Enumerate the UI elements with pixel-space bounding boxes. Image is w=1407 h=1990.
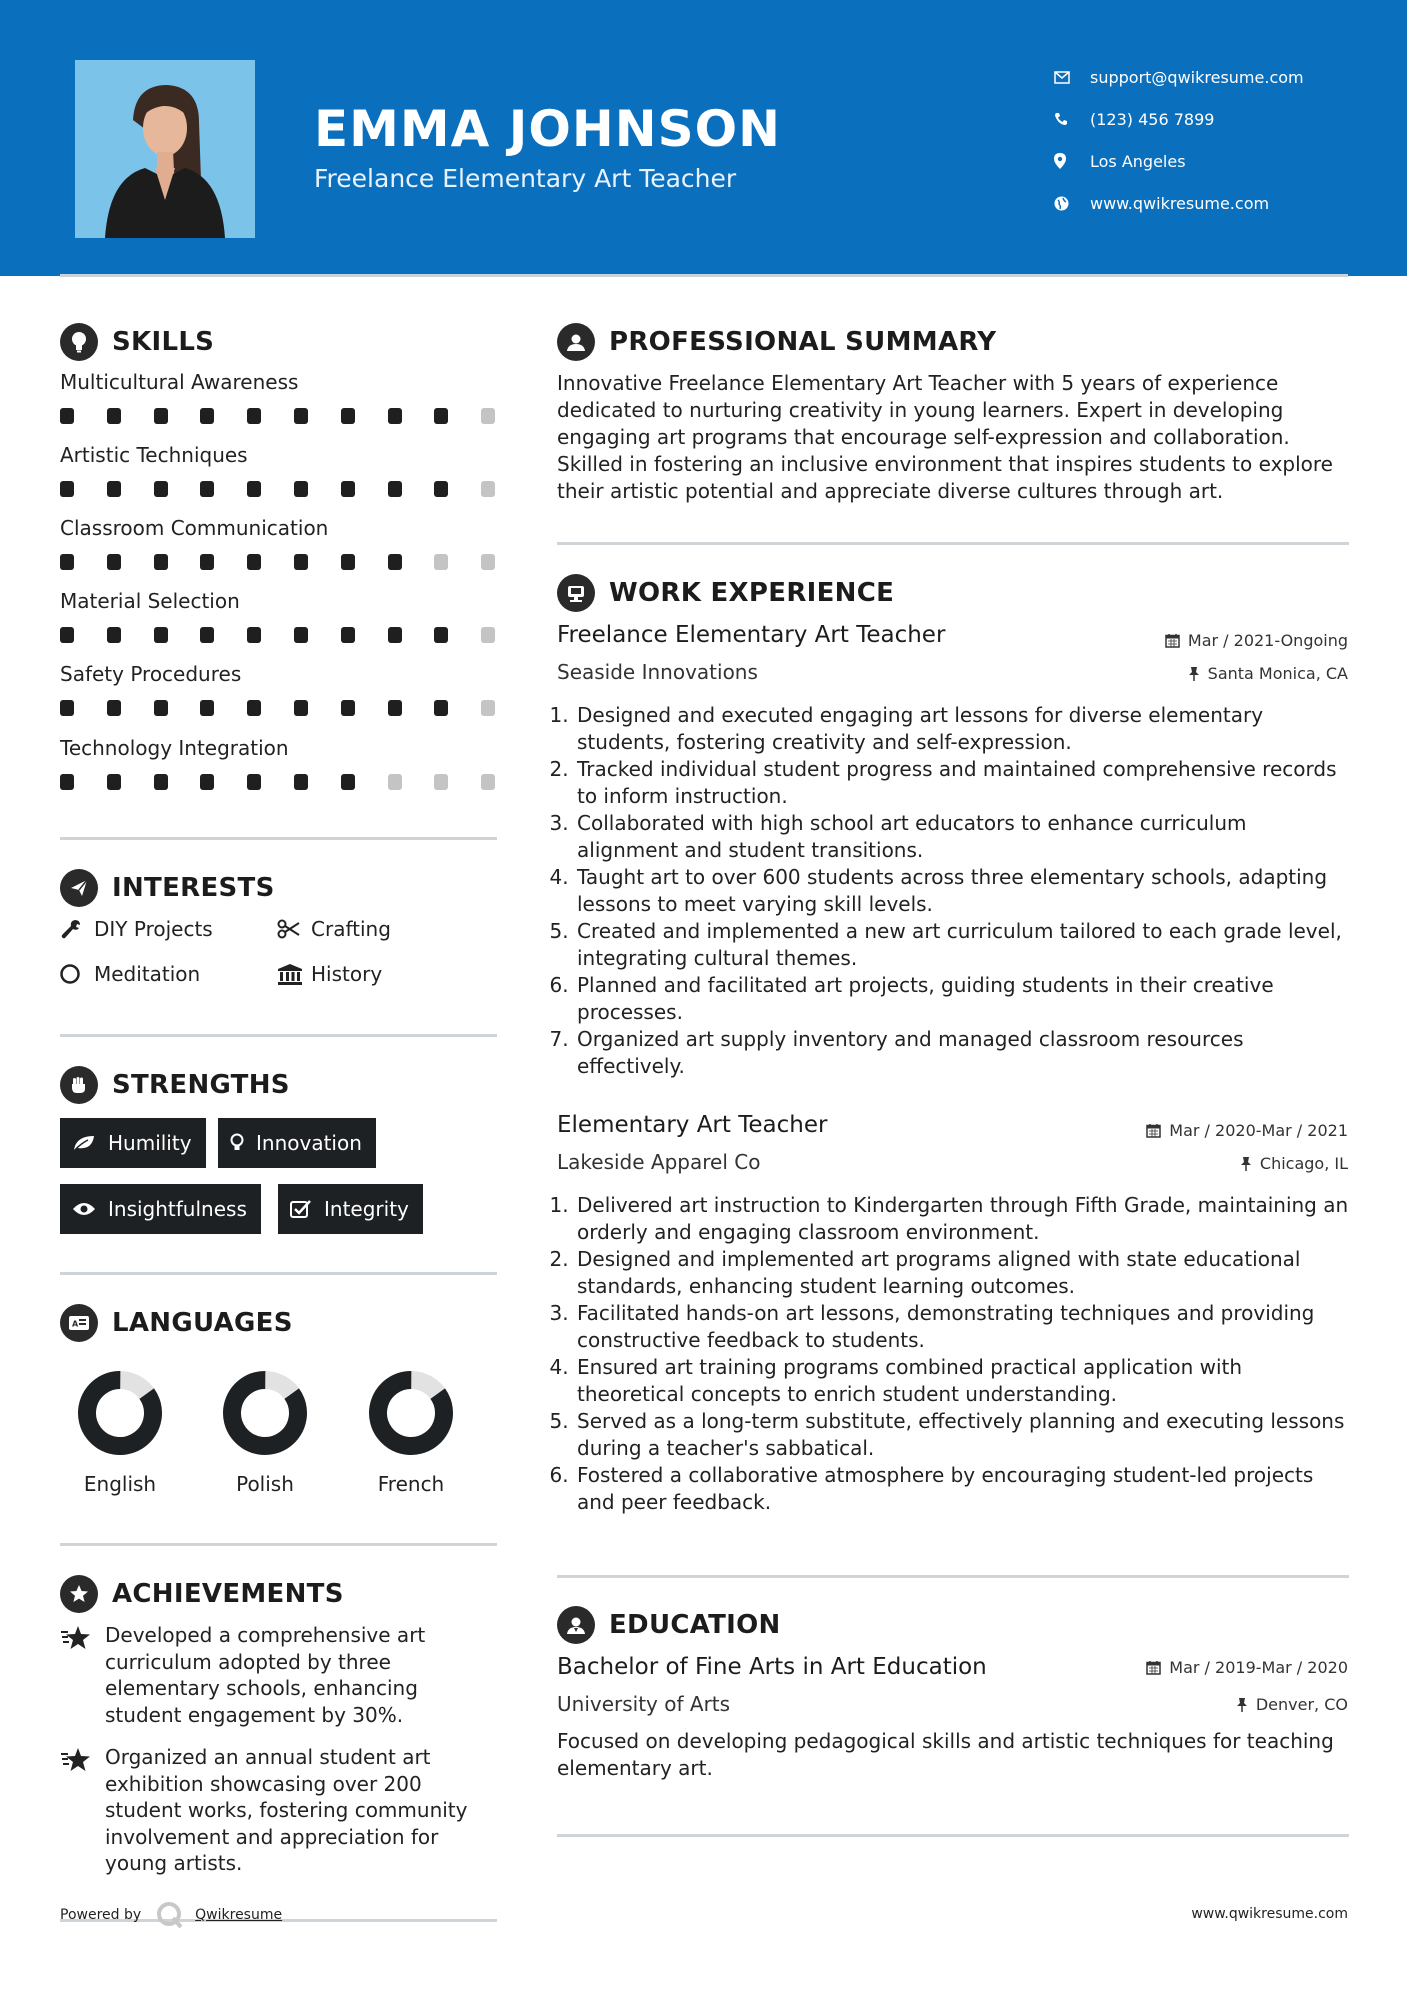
rating-dot-filled <box>60 408 74 424</box>
rating-dot-filled <box>154 700 168 716</box>
calendar-icon <box>1146 1123 1161 1138</box>
rating-dot-filled <box>341 774 355 790</box>
lightbulb-icon <box>60 323 98 361</box>
language-label: English <box>83 1472 157 1496</box>
skill-rating <box>60 477 500 505</box>
rating-dot-empty <box>481 408 495 424</box>
rating-dot-filled <box>60 481 74 497</box>
section-divider <box>60 837 497 840</box>
rating-dot-filled <box>294 700 308 716</box>
rating-dot-filled <box>294 554 308 570</box>
briefcase-icon <box>557 574 595 612</box>
pushpin-icon <box>1188 666 1200 681</box>
strength-chip: Integrity <box>278 1184 423 1234</box>
phone-icon <box>1054 112 1090 126</box>
rating-dot-filled <box>107 481 121 497</box>
education-school: University of Arts <box>557 1692 731 1716</box>
rating-dot-filled <box>107 554 121 570</box>
rating-dot-filled <box>434 408 448 424</box>
skill-rating <box>60 623 500 651</box>
rating-dot-filled <box>247 554 261 570</box>
skill-item <box>60 443 500 505</box>
contact-email-text: support@qwikresume.com <box>1090 67 1304 87</box>
language-ring <box>366 1368 456 1458</box>
graduate-icon <box>557 1606 595 1644</box>
job-location: Chicago, IL <box>1240 1154 1348 1173</box>
summary-text: Innovative Freelance Elementary Art Teacher with 5 years of experience dedicated to nurturing creativity in young learners. Expert in developing engaging art programs that encourage self-expression and collaboration. Skilled in fostering an inclusive environment that inspires students to explore their artistic potential and appreciate diverse cultures through art. <box>557 371 1333 503</box>
achievement-item: Organized an annual student art exhibition showcasing over 200 student works, fostering community involvement and appreciation for young artists. <box>60 1744 500 1877</box>
rating-dot-filled <box>247 774 261 790</box>
rating-dot-empty <box>481 774 495 790</box>
summary-heading: PROFESSIONAL SUMMARY <box>557 323 996 361</box>
rating-dot-filled <box>294 408 308 424</box>
strength-chip: Innovation <box>218 1118 376 1168</box>
paper-plane-icon <box>60 869 98 907</box>
education-description: Focused on developing pedagogical skills and artistic techniques for teaching elementary art. <box>557 1729 1334 1780</box>
section-divider <box>557 542 1349 545</box>
list-item: 1. Designed and executed engaging art lessons for diverse elementary students, fostering creativity and self-expression. <box>575 702 1352 756</box>
rating-dot-filled <box>60 627 74 643</box>
contact-phone[interactable] <box>1054 98 1304 140</box>
rating-dot-filled <box>434 627 448 643</box>
skill-item <box>60 370 500 432</box>
checkbox-icon <box>290 1199 312 1219</box>
rating-dot-empty <box>434 774 448 790</box>
rating-dot-filled <box>107 774 121 790</box>
id-card-icon <box>60 1304 98 1342</box>
candidate-name: EMMA JOHNSON <box>314 100 781 158</box>
job-bullets <box>557 702 1352 1080</box>
leaf-icon <box>72 1134 96 1152</box>
bank-icon <box>277 963 311 985</box>
skill-name: Safety Procedures <box>60 662 242 686</box>
rating-dot-empty <box>481 554 495 570</box>
contact-website-text: www.qwikresume.com <box>1090 193 1270 213</box>
rating-dot-filled <box>247 627 261 643</box>
circle-icon <box>60 963 94 985</box>
rating-dot-filled <box>107 627 121 643</box>
rating-dot-filled <box>200 481 214 497</box>
qwikresume-link[interactable]: Qwikresume <box>195 1907 283 1923</box>
wrench-icon <box>60 918 94 940</box>
rating-dot-filled <box>154 554 168 570</box>
interest-item: Crafting <box>277 917 391 941</box>
list-item: 4. Taught art to over 600 students across three elementary schools, adapting lessons to meet varying skill levels. <box>575 864 1352 918</box>
achievements-heading: ACHIEVEMENTS <box>60 1575 344 1613</box>
list-item: 3. Collaborated with high school art educators to enhance curriculum alignment and student transitions. <box>575 810 1352 864</box>
rating-dot-filled <box>294 774 308 790</box>
list-item: 2. Designed and implemented art programs aligned with state educational standards, enhancing student learning outcomes. <box>575 1246 1352 1300</box>
skills-heading: SKILLS <box>60 323 214 361</box>
language-item <box>356 1368 466 1496</box>
skill-name: Material Selection <box>60 589 240 613</box>
skill-name: Multicultural Awareness <box>60 370 299 394</box>
list-item: 7. Organized art supply inventory and managed classroom resources effectively. <box>575 1026 1352 1080</box>
language-ring <box>220 1368 310 1458</box>
experience-heading: WORK EXPERIENCE <box>557 574 894 612</box>
rating-dot-filled <box>434 481 448 497</box>
pushpin-icon <box>1240 1156 1252 1171</box>
scissors-icon <box>277 919 311 939</box>
job-title: Elementary Art Teacher <box>557 1112 828 1138</box>
footer-website[interactable]: www.qwikresume.com <box>1191 1906 1348 1922</box>
rating-dot-empty <box>481 627 495 643</box>
rating-dot-filled <box>154 627 168 643</box>
lightbulb-icon <box>230 1133 244 1153</box>
section-divider <box>557 1575 1349 1578</box>
skill-name: Artistic Techniques <box>60 443 248 467</box>
rating-dot-filled <box>154 408 168 424</box>
interests-heading: INTERESTS <box>60 869 275 907</box>
contact-phone-text: (123) 456 7899 <box>1090 109 1215 129</box>
skill-name: Classroom Communication <box>60 516 329 540</box>
svg-text:A: A <box>72 1319 79 1329</box>
skill-rating <box>60 770 500 798</box>
list-item: 2. Tracked individual student progress and maintained comprehensive records to inform instruction. <box>575 756 1352 810</box>
contact-location-text: Los Angeles <box>1090 151 1186 171</box>
rating-dot-filled <box>247 408 261 424</box>
language-item <box>210 1368 320 1496</box>
pushpin-icon <box>1236 1697 1248 1712</box>
skill-rating <box>60 696 500 724</box>
section-divider <box>60 1272 497 1275</box>
resume-header <box>0 0 1407 276</box>
skill-rating <box>60 404 500 432</box>
rating-dot-filled <box>388 554 402 570</box>
list-item: 1. Delivered art instruction to Kindergarten through Fifth Grade, maintaining an orderly and engaging classroom environment. <box>575 1192 1352 1246</box>
rating-dot-filled <box>388 481 402 497</box>
strength-chip: Humility <box>60 1118 206 1168</box>
qwikresume-logo-icon <box>155 1900 185 1930</box>
header-divider <box>60 274 1348 277</box>
rating-dot-filled <box>341 408 355 424</box>
job-company: Seaside Innovations <box>557 660 758 684</box>
list-item: 3. Facilitated hands-on art lessons, demonstrating techniques and providing constructive feedback to students. <box>575 1300 1352 1354</box>
rating-dot-filled <box>341 554 355 570</box>
rating-dot-filled <box>200 627 214 643</box>
list-item: 6. Planned and facilitated art projects, guiding students in their creative processes. <box>575 972 1352 1026</box>
rating-dot-filled <box>154 774 168 790</box>
list-item: 5. Served as a long-term substitute, effectively planning and executing lessons during a teacher's sabbatical. <box>575 1408 1352 1462</box>
rating-dot-filled <box>341 700 355 716</box>
fist-icon <box>60 1066 98 1104</box>
star-icon <box>60 1622 105 1728</box>
interest-item: History <box>277 962 382 986</box>
language-item <box>65 1368 175 1496</box>
skill-item <box>60 662 500 724</box>
globe-icon <box>1054 196 1090 211</box>
list-item: 4. Ensured art training programs combined practical application with theoretical concepts to enrich student understanding. <box>575 1354 1352 1408</box>
rating-dot-empty <box>481 481 495 497</box>
candidate-title: Freelance Elementary Art Teacher <box>314 164 737 193</box>
eye-icon <box>72 1201 96 1217</box>
section-divider <box>557 1834 1349 1837</box>
star-icon <box>60 1744 105 1877</box>
rating-dot-filled <box>341 627 355 643</box>
calendar-icon <box>1165 633 1180 648</box>
interest-item: Meditation <box>60 962 200 986</box>
list-item: 6. Fostered a collaborative atmosphere by encouraging student-led projects and peer feedback. <box>575 1462 1352 1516</box>
skill-item <box>60 736 500 798</box>
rating-dot-filled <box>294 627 308 643</box>
rating-dot-filled <box>388 627 402 643</box>
rating-dot-filled <box>60 554 74 570</box>
language-label: Polish <box>236 1472 294 1496</box>
job-location: Santa Monica, CA <box>1188 664 1348 683</box>
contact-website[interactable] <box>1054 182 1304 224</box>
rating-dot-filled <box>107 700 121 716</box>
contact-email[interactable] <box>1054 56 1304 98</box>
rating-dot-filled <box>200 554 214 570</box>
job-bullets <box>557 1192 1352 1516</box>
job-company: Lakeside Apparel Co <box>557 1150 761 1174</box>
rating-dot-filled <box>200 408 214 424</box>
skill-item <box>60 589 500 651</box>
language-ring <box>75 1368 165 1458</box>
ring-fill <box>75 1368 165 1458</box>
ring-fill <box>220 1368 310 1458</box>
strengths-heading: STRENGTHS <box>60 1066 290 1104</box>
job-title: Freelance Elementary Art Teacher <box>557 622 946 648</box>
section-divider <box>60 1543 497 1546</box>
star-icon <box>60 1575 98 1613</box>
rating-dot-filled <box>247 700 261 716</box>
rating-dot-filled <box>200 774 214 790</box>
strength-chip: Insightfulness <box>60 1184 261 1234</box>
powered-by: Powered by Qwikresume <box>60 1900 282 1930</box>
skill-item <box>60 516 500 578</box>
job-dates: Mar / 2021-Ongoing <box>1165 631 1348 650</box>
rating-dot-filled <box>200 700 214 716</box>
languages-heading: A LANGUAGES <box>60 1304 293 1342</box>
rating-dot-filled <box>294 481 308 497</box>
contact-location <box>1054 140 1304 182</box>
education-heading: EDUCATION <box>557 1606 781 1644</box>
skill-rating <box>60 550 500 578</box>
user-icon <box>557 323 595 361</box>
rating-dot-filled <box>388 408 402 424</box>
rating-dot-empty <box>434 554 448 570</box>
profile-photo <box>75 60 255 238</box>
education-dates: Mar / 2019-Mar / 2020 <box>1146 1658 1348 1677</box>
rating-dot-filled <box>60 774 74 790</box>
list-item: 5. Created and implemented a new art curriculum tailored to each grade level, integrating cultural themes. <box>575 918 1352 972</box>
education-location: Denver, CO <box>1236 1695 1348 1714</box>
job-dates: Mar / 2020-Mar / 2021 <box>1146 1121 1348 1140</box>
achievement-item: Developed a comprehensive art curriculum adopted by three elementary schools, enhancing student engagement by 30%. <box>60 1622 500 1728</box>
ring-fill <box>366 1368 456 1458</box>
calendar-icon <box>1146 1660 1161 1675</box>
rating-dot-filled <box>107 408 121 424</box>
skill-name: Technology Integration <box>60 736 289 760</box>
rating-dot-empty <box>481 700 495 716</box>
rating-dot-filled <box>60 700 74 716</box>
section-divider <box>60 1034 497 1037</box>
education-degree: Bachelor of Fine Arts in Art Education <box>557 1654 987 1680</box>
rating-dot-filled <box>388 700 402 716</box>
interest-item: DIY Projects <box>60 917 213 941</box>
rating-dot-filled <box>247 481 261 497</box>
rating-dot-filled <box>434 700 448 716</box>
rating-dot-filled <box>154 481 168 497</box>
rating-dot-filled <box>341 481 355 497</box>
map-pin-icon <box>1054 153 1090 169</box>
contact-list <box>1054 56 1304 224</box>
language-label: French <box>377 1472 445 1496</box>
envelope-icon <box>1054 71 1090 84</box>
rating-dot-empty <box>388 774 402 790</box>
